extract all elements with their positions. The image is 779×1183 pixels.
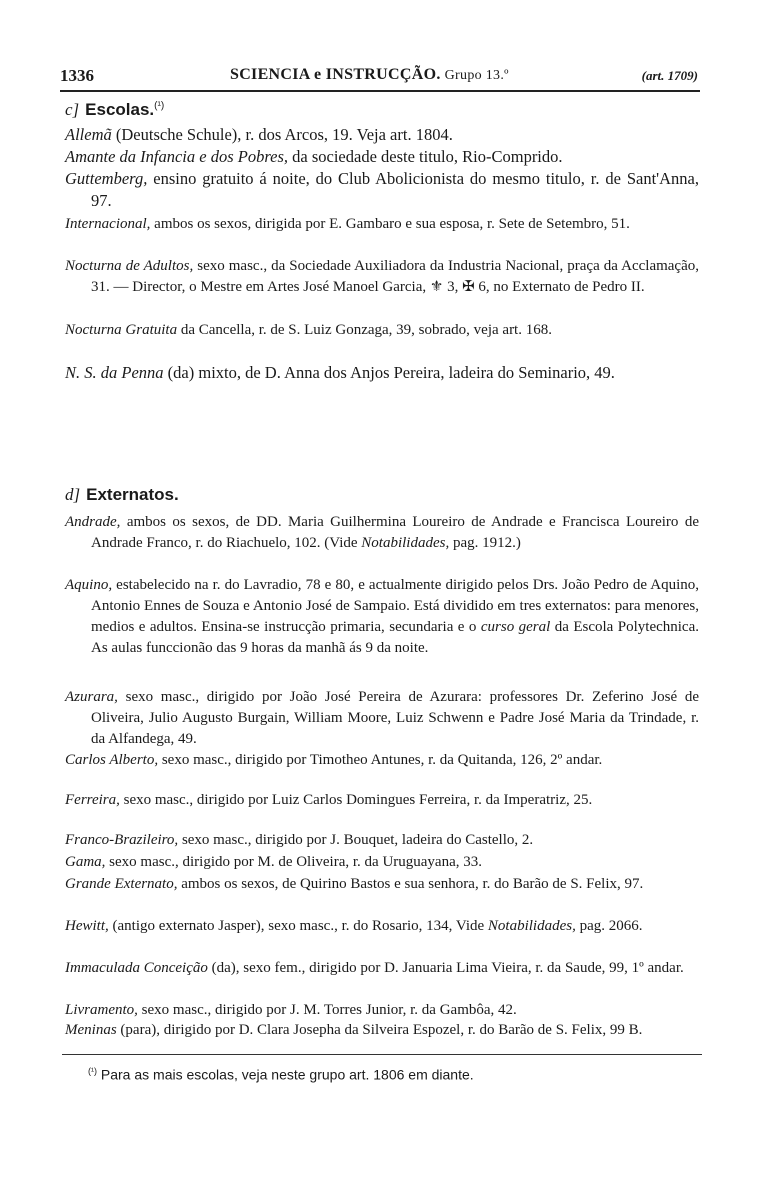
section-d-heading [65, 485, 179, 505]
running-title [230, 66, 509, 84]
entry-text: da sociedade deste titulo, Rio-Comprido. [288, 147, 563, 166]
entry-name: Internacional, [65, 216, 151, 232]
section-letter: c] [65, 100, 80, 119]
entry [65, 790, 699, 811]
entry [65, 958, 699, 979]
entry [65, 1000, 699, 1021]
entry [65, 575, 699, 659]
entry-name: Nocturna de Adultos, [65, 258, 194, 274]
section-title: Externatos. [86, 485, 179, 504]
entry-tail: da Escola Polytechnica. As aulas funccionão das 9 horas da manhã ás 9 da noite. [91, 619, 699, 656]
entry-text: sexo masc., dirigido por J. M. Torres Junior, r. da Gambôa, 42. [137, 1002, 517, 1018]
running-head [60, 64, 700, 92]
entry [65, 124, 699, 146]
entry [65, 830, 699, 851]
entry-tail: pag. 1912.) [449, 535, 521, 551]
entry-name: N. S. da Penna [65, 363, 164, 382]
entry [65, 916, 699, 937]
footnote-mark: (¹) [88, 1066, 97, 1076]
entry-text: ensino gratuito á noite, do Club Abolicionista do mesmo titulo, r. de Sant'Anna, 97. [91, 169, 699, 210]
entry-name: Livramento, [65, 1002, 138, 1018]
entry-text: sexo masc., dirigido por J. Bouquet, ladeira do Castello, 2. [178, 832, 534, 848]
entry-text: (para), dirigido por D. Clara Josepha da Silveira Espozel, r. do Barão de S. Felix, 99 B. [116, 1022, 643, 1038]
entry-name: Nocturna Gratuita [65, 322, 178, 338]
entry-text: da Cancella, r. de S. Luiz Gonzaga, 39, sobrado, veja art. 168. [177, 322, 552, 338]
entry-tail: pag. 2066. [575, 918, 643, 934]
entry-name: Aquino, [65, 577, 113, 593]
footnote-mark: (¹) [154, 100, 165, 112]
footnote-text: Para as mais escolas, veja neste grupo art. 1806 em diante. [100, 1066, 474, 1083]
entry [65, 168, 699, 212]
grupo-label: Grupo 13.º [444, 68, 509, 83]
entry [65, 362, 699, 384]
entry-name: Allemã [65, 125, 112, 144]
entry-name: Immaculada Conceição [65, 960, 208, 976]
entry-name: Andrade, [65, 514, 121, 530]
entry [65, 214, 699, 235]
entry-name: Amante da Infancia e dos Pobres, [65, 147, 289, 166]
entry-text: sexo masc., da Sociedade Auxiliadora da Industria Nacional, praça da Acclamação, 31. — Director, o Mestre em Artes José Manoel Garcia, ⚜ 3, ✠ 6, no Externato de Pedro II. [91, 258, 699, 295]
entry-name: Carlos Alberto, [65, 752, 159, 768]
entry [65, 874, 699, 895]
entry-italic: curso geral [480, 619, 551, 635]
entry-italic: Notabilidades, [487, 918, 576, 934]
footnote [88, 1066, 474, 1083]
entry-name: Guttemberg, [65, 169, 148, 188]
entry-text: ambos os sexos, de DD. Maria Guilhermina Loureiro de Andrade e Francisca Loureiro de Andrade Franco, r. do Riachuelo, 102. (Vide [91, 514, 699, 551]
article-number: (art. 1709) [641, 68, 698, 83]
entry-text: (antigo externato Jasper), sexo masc., r. do Rosario, 134, Vide [108, 918, 488, 934]
entry-text: sexo masc., dirigido por João José Pereira de Azurara: professores Dr. Zeferino José de Oliveira, Julio Augusto Burgain, William Moore, Luiz Schwenn e Padre José Maria da Trindade, r. da Alfandega, 49. [91, 689, 699, 747]
entry-italic: Notabilidades, [361, 535, 450, 551]
entry-text: ambos os sexos, dirigida por E. Gambaro e sua esposa, r. Sete de Setembro, 51. [150, 216, 630, 232]
entry [65, 512, 699, 554]
entry-name: Ferreira, [65, 792, 120, 808]
entry-text: sexo masc., dirigido por Timotheo Antunes, r. da Quitanda, 126, 2º andar. [158, 752, 603, 768]
entry [65, 146, 699, 168]
section-c-heading [65, 100, 164, 120]
entry-name: Meninas [65, 1022, 117, 1038]
footnote-rule [62, 1054, 702, 1055]
entry [65, 750, 699, 771]
running-title-text: SCIENCIA e INSTRUCÇÃO. [230, 66, 441, 83]
entry-text: (da) mixto, de D. Anna dos Anjos Pereira, ladeira do Seminario, 49. [163, 363, 615, 382]
section-title: Escolas. [85, 100, 155, 119]
page-number: 1336 [60, 66, 94, 85]
entry-text: (da), sexo fem., dirigido por D. Januaria Lima Vieira, r. da Saude, 99, 1º andar. [207, 960, 684, 976]
entry-text: (Deutsche Schule), r. dos Arcos, 19. Veja art. 1804. [111, 125, 453, 144]
section-letter: d] [65, 485, 81, 504]
entry-name: Azurara, [65, 689, 118, 705]
entry-text: ambos os sexos, de Quirino Bastos e sua senhora, r. do Barão de S. Felix, 97. [177, 876, 644, 892]
entry [65, 320, 699, 341]
entry-text: sexo masc., dirigido por Luiz Carlos Domingues Ferreira, r. da Imperatriz, 25. [119, 792, 593, 808]
entry-name: Gama, [65, 854, 106, 870]
entry-text: estabelecido na r. do Lavradio, 78 e 80, e actualmente dirigido pelos Drs. João Pedro de Aquino, Antonio Ennes de Souza e Antonio José de Sampaio. Está dividido em tres externatos: para menores, medios e adultos. Ensina-se instrucção primaria, secundaria e o [91, 577, 699, 635]
entry-name: Hewitt, [65, 918, 109, 934]
entry [65, 852, 699, 873]
entry [65, 256, 699, 298]
entry-name: Franco-Brazileiro, [65, 832, 179, 848]
entry-name: Grande Externato, [65, 876, 178, 892]
entry [65, 687, 699, 750]
entry [65, 1020, 699, 1041]
entry-text: sexo masc., dirigido por M. de Oliveira, r. da Uruguayana, 33. [105, 854, 482, 870]
